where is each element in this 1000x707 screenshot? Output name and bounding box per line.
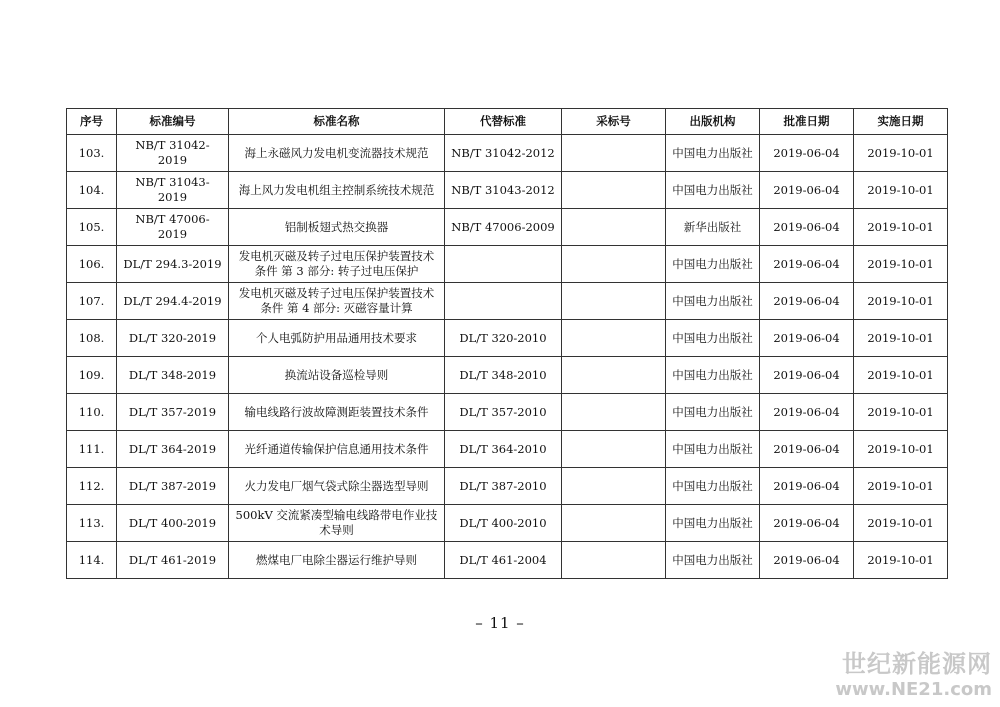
cell-name: 光纤通道传输保护信息通用技术条件 [229,431,445,468]
cell-name: 500kV 交流紧凑型输电线路带电作业技术导则 [229,505,445,542]
cell-publisher: 中国电力出版社 [666,468,760,505]
cell-publisher: 中国电力出版社 [666,246,760,283]
cell-adopt [562,431,666,468]
cell-approve-date: 2019-06-04 [760,172,854,209]
col-header-effective-date: 实施日期 [854,109,948,135]
cell-publisher: 中国电力出版社 [666,542,760,579]
standards-table [66,108,948,579]
cell-adopt [562,468,666,505]
watermark-name: 世纪新能源网 [842,650,992,678]
col-header-publisher: 出版机构 [666,109,760,135]
cell-approve-date: 2019-06-04 [760,209,854,246]
col-header-seq: 序号 [67,109,117,135]
cell-seq: 105. [67,209,117,246]
col-header-adopt: 采标号 [562,109,666,135]
col-header-replaces: 代替标准 [445,109,562,135]
cell-approve-date: 2019-06-04 [760,468,854,505]
cell-code: DL/T 387-2019 [117,468,229,505]
table-row [67,357,948,394]
cell-seq: 103. [67,135,117,172]
watermark-logo [835,650,992,700]
cell-name: 个人电弧防护用品通用技术要求 [229,320,445,357]
cell-replaces: DL/T 400-2010 [445,505,562,542]
cell-approve-date: 2019-06-04 [760,135,854,172]
cell-seq: 107. [67,283,117,320]
cell-publisher: 中国电力出版社 [666,320,760,357]
cell-replaces: DL/T 461-2004 [445,542,562,579]
cell-effective-date: 2019-10-01 [854,394,948,431]
cell-replaces: DL/T 348-2010 [445,357,562,394]
cell-name: 燃煤电厂电除尘器运行维护导则 [229,542,445,579]
cell-replaces: NB/T 47006-2009 [445,209,562,246]
cell-publisher: 中国电力出版社 [666,357,760,394]
table-row [67,246,948,283]
cell-publisher: 中国电力出版社 [666,431,760,468]
cell-seq: 111. [67,431,117,468]
cell-approve-date: 2019-06-04 [760,505,854,542]
cell-code: DL/T 364-2019 [117,431,229,468]
cell-approve-date: 2019-06-04 [760,431,854,468]
col-header-approve-date: 批准日期 [760,109,854,135]
cell-code: DL/T 294.4-2019 [117,283,229,320]
cell-seq: 108. [67,320,117,357]
col-header-code: 标准编号 [117,109,229,135]
cell-adopt [562,320,666,357]
cell-adopt [562,209,666,246]
table-row [67,283,948,320]
cell-approve-date: 2019-06-04 [760,320,854,357]
table-row [67,542,948,579]
cell-approve-date: 2019-06-04 [760,283,854,320]
cell-effective-date: 2019-10-01 [854,135,948,172]
cell-name: 铝制板翅式热交换器 [229,209,445,246]
cell-seq: 109. [67,357,117,394]
cell-name: 海上永磁风力发电机变流器技术规范 [229,135,445,172]
cell-effective-date: 2019-10-01 [854,283,948,320]
cell-code: DL/T 400-2019 [117,505,229,542]
cell-publisher: 中国电力出版社 [666,283,760,320]
table-row [67,172,948,209]
cell-seq: 113. [67,505,117,542]
cell-replaces: DL/T 357-2010 [445,394,562,431]
cell-approve-date: 2019-06-04 [760,357,854,394]
cell-adopt [562,135,666,172]
cell-replaces: DL/T 364-2010 [445,431,562,468]
cell-name: 发电机灭磁及转子过电压保护装置技术条件 第 3 部分: 转子过电压保护 [229,246,445,283]
table-row [67,394,948,431]
cell-replaces: DL/T 387-2010 [445,468,562,505]
cell-adopt [562,505,666,542]
cell-adopt [562,283,666,320]
cell-adopt [562,172,666,209]
cell-name: 输电线路行波故障测距装置技术条件 [229,394,445,431]
table-row [67,135,948,172]
cell-effective-date: 2019-10-01 [854,246,948,283]
cell-approve-date: 2019-06-04 [760,542,854,579]
cell-replaces: DL/T 320-2010 [445,320,562,357]
table-row [67,431,948,468]
table-header-row [67,109,948,135]
cell-effective-date: 2019-10-01 [854,320,948,357]
table-row [67,468,948,505]
cell-adopt [562,246,666,283]
cell-seq: 110. [67,394,117,431]
cell-effective-date: 2019-10-01 [854,357,948,394]
cell-publisher: 中国电力出版社 [666,172,760,209]
table-row [67,505,948,542]
cell-code: DL/T 357-2019 [117,394,229,431]
cell-approve-date: 2019-06-04 [760,394,854,431]
cell-publisher: 新华出版社 [666,209,760,246]
cell-replaces [445,283,562,320]
page-number: – 11 – [475,614,525,632]
cell-name: 海上风力发电机组主控制系统技术规范 [229,172,445,209]
cell-seq: 104. [67,172,117,209]
cell-effective-date: 2019-10-01 [854,505,948,542]
cell-code: DL/T 320-2019 [117,320,229,357]
cell-effective-date: 2019-10-01 [854,468,948,505]
cell-code: NB/T 31042-2019 [117,135,229,172]
cell-publisher: 中国电力出版社 [666,394,760,431]
cell-adopt [562,542,666,579]
table-body [67,135,948,579]
col-header-name: 标准名称 [229,109,445,135]
cell-effective-date: 2019-10-01 [854,209,948,246]
cell-replaces [445,246,562,283]
cell-effective-date: 2019-10-01 [854,431,948,468]
cell-approve-date: 2019-06-04 [760,246,854,283]
cell-effective-date: 2019-10-01 [854,172,948,209]
cell-publisher: 中国电力出版社 [666,505,760,542]
cell-code: NB/T 47006-2019 [117,209,229,246]
cell-replaces: NB/T 31042-2012 [445,135,562,172]
table-row [67,209,948,246]
cell-effective-date: 2019-10-01 [854,542,948,579]
cell-code: DL/T 461-2019 [117,542,229,579]
cell-name: 换流站设备巡检导则 [229,357,445,394]
cell-adopt [562,357,666,394]
cell-seq: 114. [67,542,117,579]
cell-code: DL/T 348-2019 [117,357,229,394]
cell-seq: 112. [67,468,117,505]
cell-publisher: 中国电力出版社 [666,135,760,172]
cell-code: DL/T 294.3-2019 [117,246,229,283]
table-row [67,320,948,357]
cell-code: NB/T 31043-2019 [117,172,229,209]
cell-seq: 106. [67,246,117,283]
cell-name: 火力发电厂烟气袋式除尘器选型导则 [229,468,445,505]
cell-replaces: NB/T 31043-2012 [445,172,562,209]
cell-adopt [562,394,666,431]
watermark-url: www.NE21.com [835,678,992,700]
cell-name: 发电机灭磁及转子过电压保护装置技术条件 第 4 部分: 灭磁容量计算 [229,283,445,320]
